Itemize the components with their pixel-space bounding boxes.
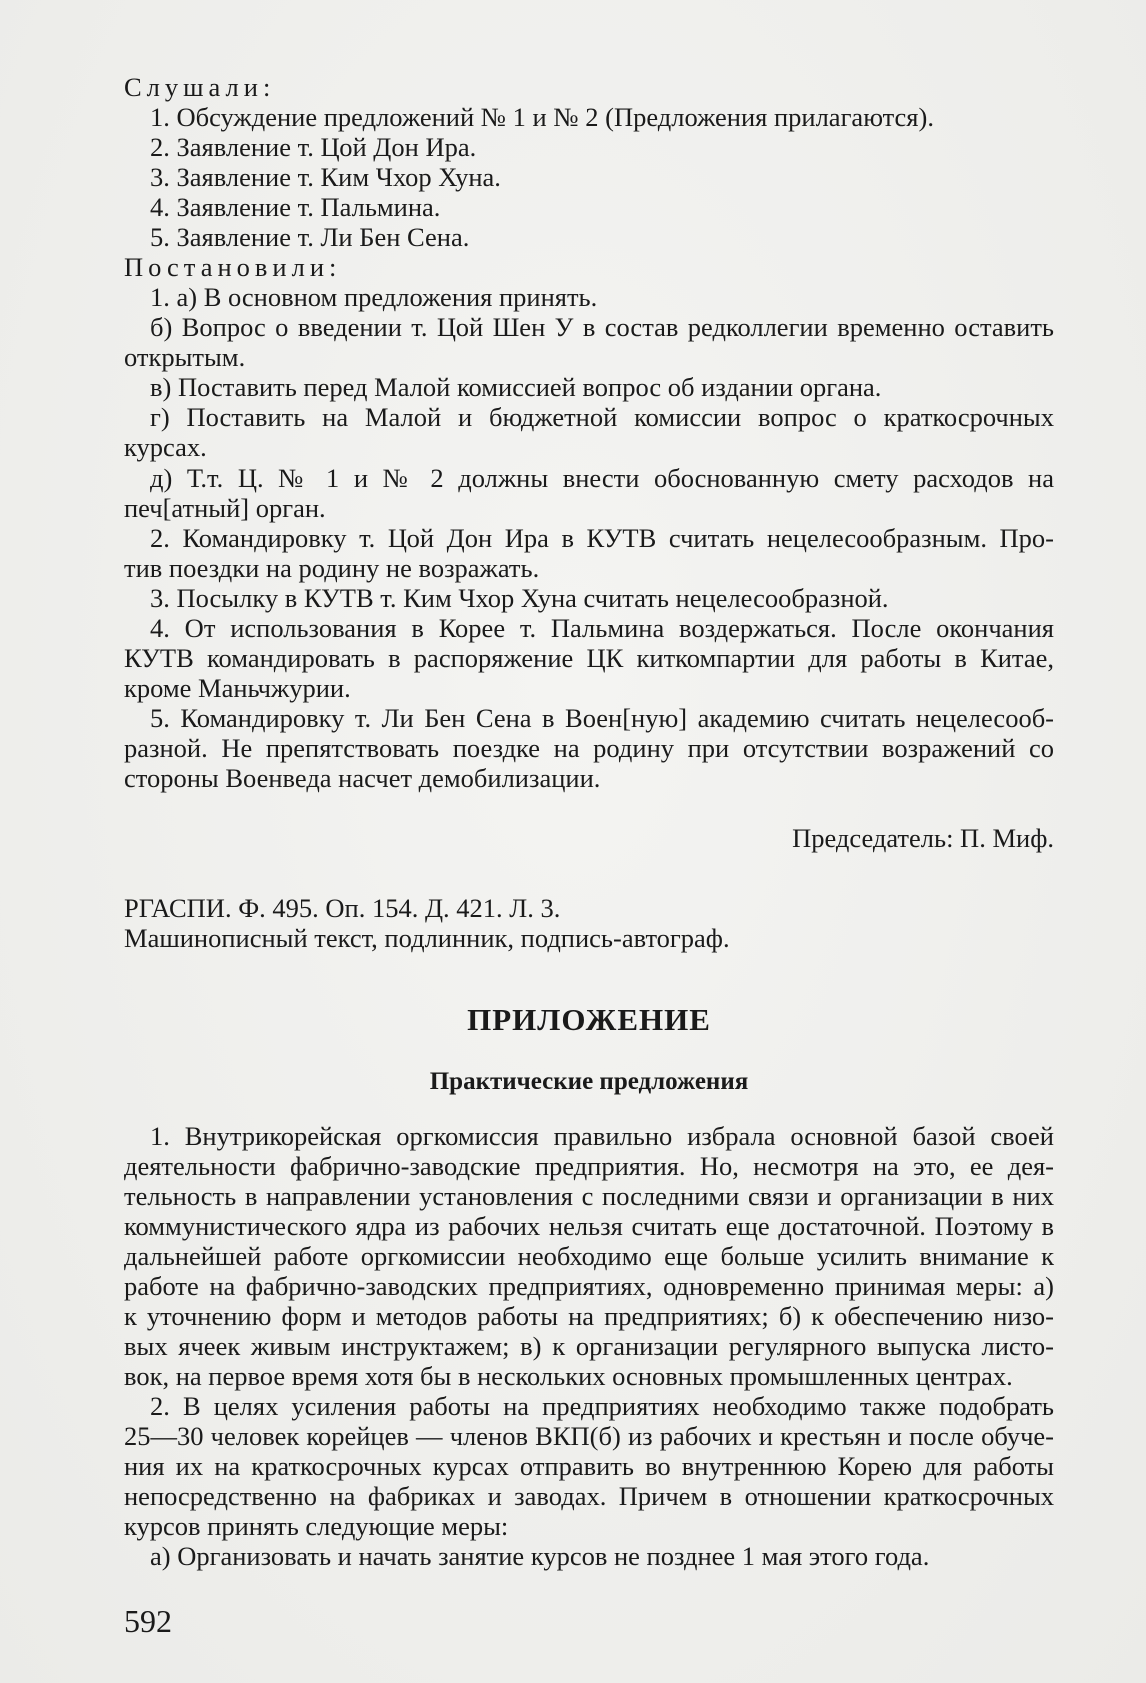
appendix-title: ПРИЛОЖЕНИЕ bbox=[467, 1002, 711, 1037]
resolution-line: д) Т.т. Ц. № 1 и № 2 должны внести обоснованную смету расходов на bbox=[150, 463, 1054, 493]
appendix-line: 25—30 человек корейцев — членов ВКП(б) из рабочих и крестьян и после обуче- bbox=[124, 1421, 1054, 1451]
chairman-signature: Председатель: П. Миф. bbox=[792, 823, 1054, 853]
resolution-line: 2. Командировку т. Цой Дон Ира в КУТВ считать нецелесообразным. Про- bbox=[150, 523, 1054, 553]
resolution-line: 1. а) В основном предложения принять. bbox=[150, 282, 598, 312]
page-number: 592 bbox=[124, 1603, 172, 1639]
appendix-line: а) Организовать и начать занятие курсов не позднее 1 мая этого года. bbox=[150, 1541, 930, 1571]
appendix-line: 1. Внутрикорейская оргкомиссия правильно избрала основной базой своей bbox=[150, 1121, 1054, 1151]
source-note: Машинописный текст, подлинник, подпись-автограф. bbox=[124, 923, 730, 953]
appendix-line: дальнейшей работе оргкомиссии необходимо еще больше усилить внимание к bbox=[124, 1241, 1054, 1271]
resolution-line: курсах. bbox=[124, 432, 207, 462]
appendix-line: курсов принять следующие меры: bbox=[124, 1511, 509, 1541]
heard-item: 4. Заявление т. Пальмина. bbox=[150, 192, 441, 222]
resolution-line: КУТВ командировать в распоряжение ЦК киткомпартии для работы в Китае, bbox=[124, 643, 1054, 673]
resolution-line: 4. От использования в Корее т. Пальмина воздержаться. После окончания bbox=[150, 613, 1054, 643]
appendix-line: ния их на краткосрочных курсах отправить во внутреннюю Корею для работы bbox=[124, 1451, 1054, 1481]
resolution-line: 5. Командировку т. Ли Бен Сена в Воен[ную] академию считать нецелесооб- bbox=[150, 703, 1054, 733]
appendix-line: непосредственно на фабриках и заводах. Причем в отношении краткосрочных bbox=[124, 1481, 1054, 1511]
resolution-line: 3. Посылку в КУТВ т. Ким Чхор Хуна считать нецелесообразной. bbox=[150, 583, 889, 613]
appendix-line: к уточнению форм и методов работы на предприятиях; б) к обеспечению низо- bbox=[124, 1301, 1054, 1331]
appendix-line: вок, на первое время хотя бы в нескольких основных промышленных центрах. bbox=[124, 1361, 1013, 1391]
resolution-line: разной. Не препятствовать поездке на родину при отсутствии возражений со bbox=[124, 733, 1054, 763]
appendix-line: тельность в направлении установления с последними связи и организации в них bbox=[124, 1181, 1054, 1211]
resolution-line: тив поездки на родину не возражать. bbox=[124, 553, 540, 583]
resolution-line: г) Поставить на Малой и бюджетной комиссии вопрос о краткосрочных bbox=[150, 402, 1054, 432]
heard-item: 1. Обсуждение предложений № 1 и № 2 (Предложения прилагаются). bbox=[150, 102, 934, 132]
heard-label: Слушали: bbox=[124, 72, 276, 102]
resolution-line: б) Вопрос о введении т. Цой Шен У в состав редколлегии временно оставить bbox=[150, 312, 1054, 342]
heard-item: 2. Заявление т. Цой Дон Ира. bbox=[150, 132, 477, 162]
appendix-subtitle: Практические предложения bbox=[429, 1068, 749, 1095]
resolution-line: открытым. bbox=[124, 342, 246, 372]
archive-source: РГАСПИ. Ф. 495. Оп. 154. Д. 421. Л. 3. bbox=[124, 893, 561, 923]
resolution-line: кроме Маньчжурии. bbox=[124, 673, 351, 703]
resolved-label: Постановили: bbox=[124, 252, 342, 282]
appendix-line: вых ячеек живым инструктажем; в) к организации регулярного выпуска листо- bbox=[124, 1331, 1054, 1361]
appendix-line: работе на фабрично-заводских предприятиях, одновременно принимая меры: а) bbox=[124, 1271, 1054, 1301]
appendix-line: 2. В целях усиления работы на предприятиях необходимо также подобрать bbox=[150, 1391, 1054, 1421]
heard-item: 3. Заявление т. Ким Чхор Хуна. bbox=[150, 162, 501, 192]
resolution-line: стороны Военведа насчет демобилизации. bbox=[124, 763, 601, 793]
resolution-line: печ[атный] орган. bbox=[124, 493, 326, 523]
heard-item: 5. Заявление т. Ли Бен Сена. bbox=[150, 222, 470, 252]
resolution-line: в) Поставить перед Малой комиссией вопрос об издании органа. bbox=[150, 372, 882, 402]
appendix-line: коммунистического ядра из рабочих нельзя считать еще достаточной. Поэтому в bbox=[124, 1211, 1054, 1241]
appendix-line: деятельности фабрично-заводские предприятия. Но, несмотря на это, ее дея- bbox=[124, 1151, 1054, 1181]
